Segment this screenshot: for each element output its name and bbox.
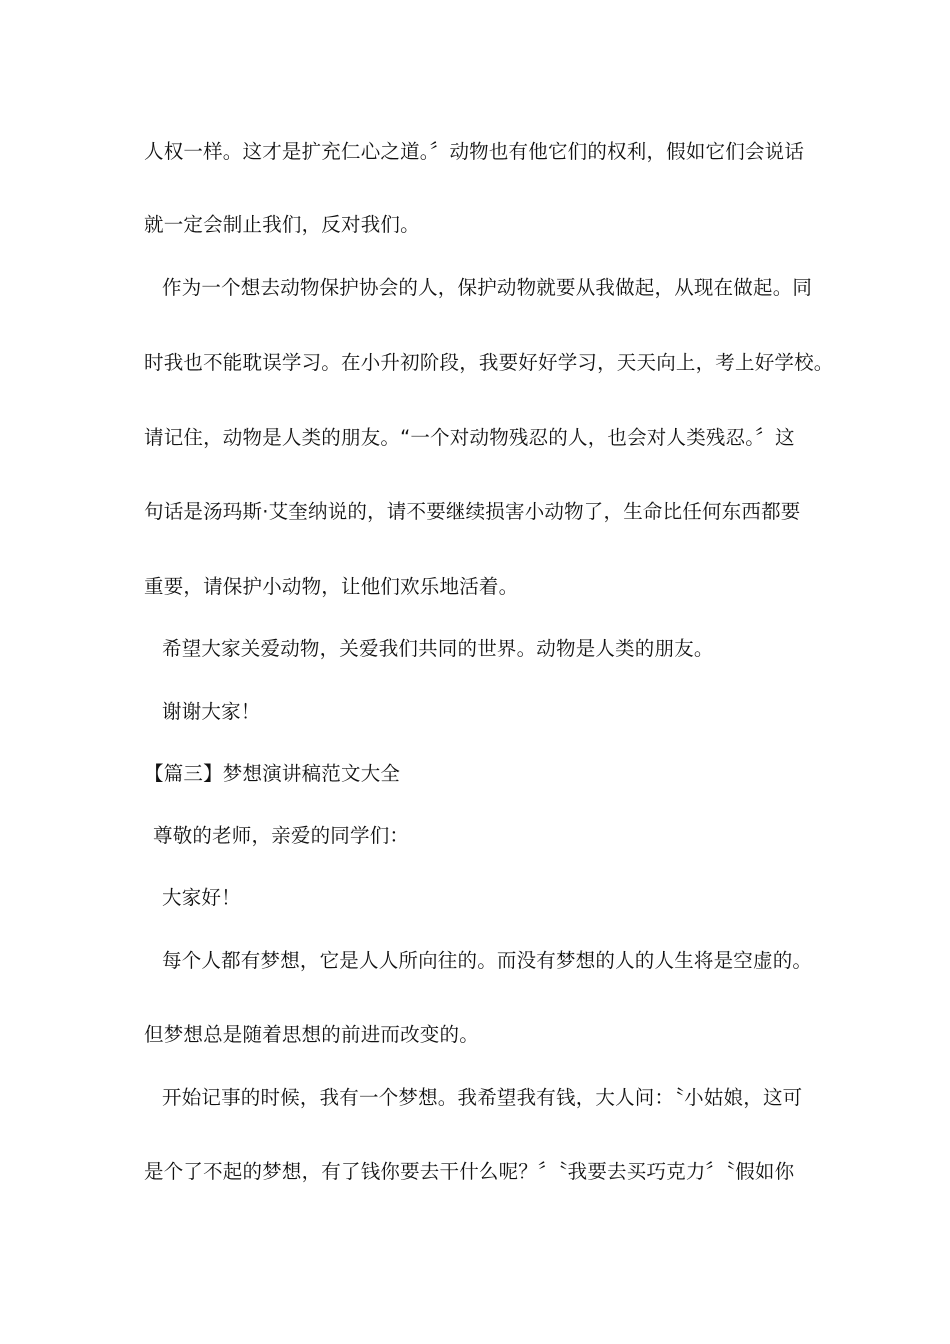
paragraph-line: 人权一样。这才是扩充仁心之道。〞动物也有他它们的权利，假如它们会说话: [144, 140, 805, 163]
paragraph-line: 开始记事的时候，我有一个梦想。我希望我有钱，大人问：〝小姑娘，这可: [162, 1086, 803, 1109]
paragraph-line: 作为一个想去动物保护协会的人，保护动物就要从我做起，从现在做起。同: [162, 276, 813, 299]
paragraph-line: 就一定会制止我们，反对我们。: [144, 213, 420, 236]
greeting: 大家好！: [162, 886, 241, 909]
paragraph-line: 重要，请保护小动物，让他们欢乐地活着。: [144, 575, 519, 598]
section-heading: 【篇三】梦想演讲稿范文大全: [144, 762, 401, 785]
paragraph-line: 但梦想总是随着思想的前进而改变的。: [144, 1023, 479, 1046]
paragraph-line: 希望大家关爱动物，关爱我们共同的世界。动物是人类的朋友。: [162, 637, 714, 660]
paragraph-line: 句话是汤玛斯·艾奎纳说的，请不要继续损害小动物了，生命比任何东西都要: [144, 500, 801, 523]
paragraph-line: 谢谢大家！: [162, 700, 261, 723]
paragraph-line: 请记住，动物是人类的朋友。“一个对动物残忍的人，也会对人类残忍。〞这: [144, 426, 795, 449]
salutation: 尊敬的老师，亲爱的同学们：: [153, 824, 410, 847]
paragraph-line: 是个了不起的梦想，有了钱你要去干什么呢？〞〝我要去买巧克力〞〝假如你: [144, 1160, 795, 1183]
paragraph-line: 时我也不能耽误学习。在小升初阶段，我要好好学习，天天向上，考上好学校。: [144, 351, 834, 374]
paragraph-line: 每个人都有梦想，它是人人所向往的。而没有梦想的人的人生将是空虚的。: [162, 949, 813, 972]
